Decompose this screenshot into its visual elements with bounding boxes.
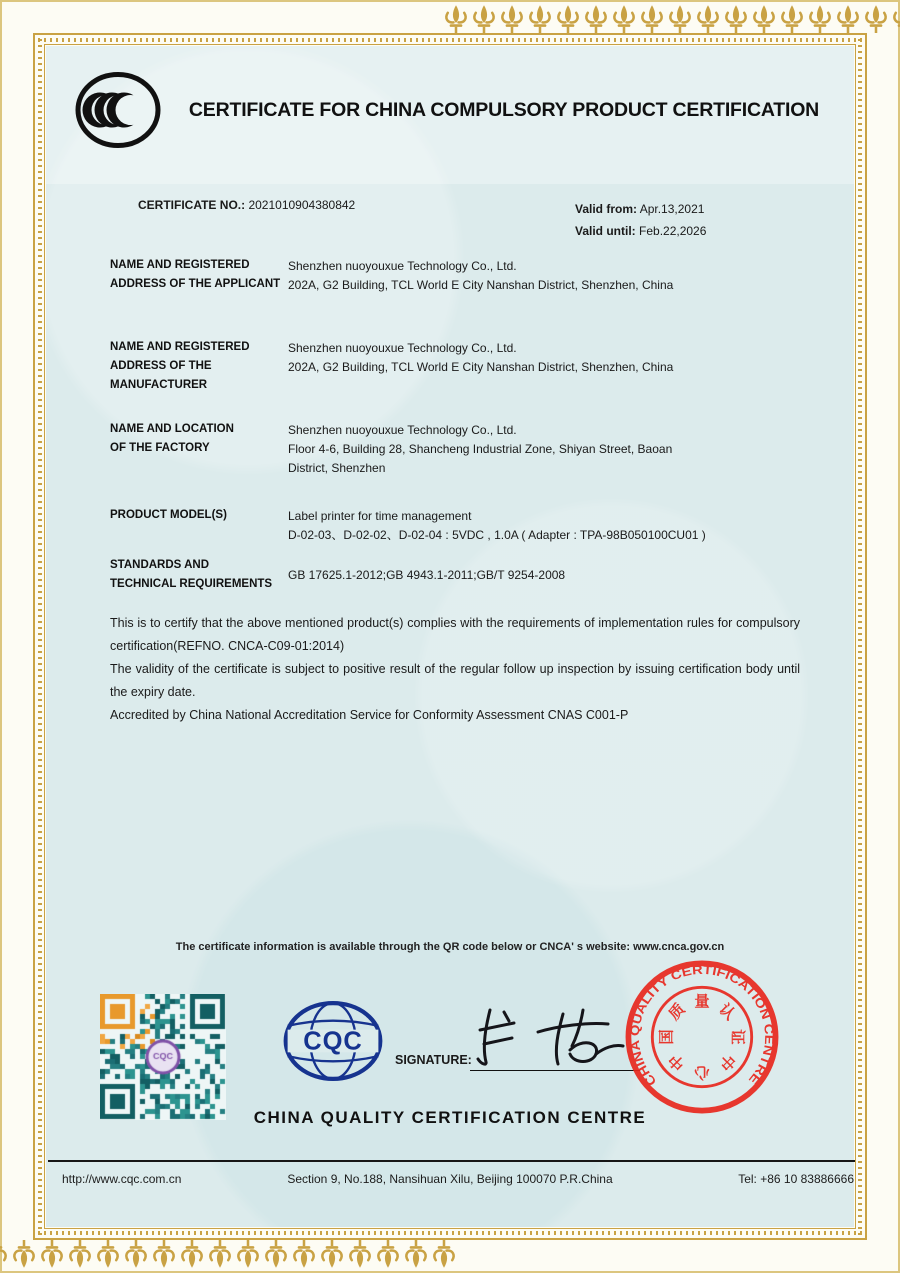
valid-from-label: Valid from: <box>575 202 638 216</box>
fleur-ornament-icon <box>838 5 857 33</box>
field-value: Shenzhen nuoyouxue Technology Co., Ltd. 202A, G2 Building, TCL World E City Nanshan District, Shenzhen, China <box>288 341 674 374</box>
fleur-ornament-icon <box>322 1240 341 1268</box>
qr-code <box>100 994 226 1120</box>
ccc-mark-logo <box>74 70 162 150</box>
cqc-globe-logo <box>281 998 385 1084</box>
field-value: GB 17625.1-2012;GB 4943.1-2011;GB/T 9254-2008 <box>288 568 566 582</box>
footer-website: http://www.cqc.com.cn <box>62 1172 182 1186</box>
signature-label: SIGNATURE: <box>395 1053 472 1067</box>
certification-statements <box>110 612 800 727</box>
fleur-ornament-icon <box>378 1240 397 1268</box>
organization-name: CHINA QUALITY CERTIFICATION CENTRE <box>253 1108 647 1127</box>
stamp-inner-char: 中 <box>715 1050 739 1074</box>
stamp-inner-char: 心 <box>694 1063 710 1081</box>
footer-rule <box>48 1160 855 1162</box>
stamp-inner-char: 认 <box>715 1000 739 1024</box>
fleur-ornament-icon <box>530 5 549 33</box>
certificate-number <box>138 198 355 212</box>
fleur-ornament-icon <box>726 5 745 33</box>
stamp-inner-char: 质 <box>665 1000 689 1024</box>
qr-code-note: The certificate information is available through the QR code below or CNCA' s website: www.cnca.gov.cn <box>175 941 725 953</box>
fleur-ornament-icon <box>266 1240 285 1268</box>
valid-from-value: Apr.13,2021 <box>639 202 705 216</box>
beaded-line <box>38 1231 862 1235</box>
fleur-ornament-icon <box>866 5 885 33</box>
fleur-ornament-icon <box>0 1240 6 1268</box>
stamp-inner-text <box>657 992 746 1081</box>
fleur-ornament-icon <box>614 5 633 33</box>
fleur-ornament-icon <box>698 5 717 33</box>
beaded-line <box>38 38 42 1235</box>
valid-until-label: Valid until: <box>575 224 636 238</box>
fleur-ornament-icon <box>154 1240 173 1268</box>
field-label: PRODUCT MODEL(S) <box>110 509 227 521</box>
fleur-ornament-icon <box>350 1240 369 1268</box>
fleur-ornament-icon <box>210 1240 229 1268</box>
border-ornament-right <box>867 0 900 1273</box>
stamp-inner-char: 证 <box>728 1029 746 1045</box>
field-label: NAME AND REGISTERED ADDRESS OF THE MANUFACTURER <box>110 341 250 391</box>
fleur-ornament-icon <box>42 1240 61 1268</box>
field-value: Shenzhen nuoyouxue Technology Co., Ltd. 202A, G2 Building, TCL World E City Nanshan District, Shenzhen, China <box>288 259 674 292</box>
border-ornament-top <box>0 0 900 33</box>
field-value: Shenzhen nuoyouxue Technology Co., Ltd. Floor 4-6, Building 28, Shancheng Industrial Zone, Shiyan Street, Baoan District, Shenzhen <box>288 423 673 475</box>
fleur-ornament-icon <box>642 5 661 33</box>
stamp-inner-char: 中 <box>665 1050 689 1074</box>
field-label: NAME AND REGISTERED ADDRESS OF THE APPLICANT <box>110 259 281 290</box>
footer-address: Section 9, No.188, Nansihuan Xilu, Beijing 100070 P.R.China <box>287 1172 613 1186</box>
fleur-ornament-icon <box>558 5 577 33</box>
certificate-number-value: 2021010904380842 <box>248 198 356 212</box>
certificate-title: CERTIFICATE FOR CHINA COMPULSORY PRODUCT CERTIFICATION <box>188 99 820 121</box>
fleur-ornament-icon <box>294 1240 313 1268</box>
fleur-ornament-icon <box>70 1240 89 1268</box>
validity-dates <box>575 198 706 242</box>
fleur-ornament-icon <box>126 1240 145 1268</box>
stamp-inner-char: 国 <box>658 1029 676 1045</box>
stamp-inner-char: 量 <box>694 993 710 1011</box>
fleur-ornament-icon <box>446 5 465 33</box>
stamp-outer-text: CHINA QUALITY CERTIFICATION CENTRE <box>627 962 777 1089</box>
fleur-ornament-icon <box>238 1240 257 1268</box>
statement-paragraph: The validity of the certificate is subject to positive result of the regular follow up inspection by issuing certification body until the expiry date. <box>110 662 800 699</box>
fleur-ornament-icon <box>670 5 689 33</box>
statement-paragraph: Accredited by China National Accreditation Service for Conformity Assessment CNAS C001-P <box>110 708 629 722</box>
fleur-ornament-icon <box>98 1240 117 1268</box>
fleur-ornament-icon <box>406 1240 425 1268</box>
signature-line <box>470 1070 640 1071</box>
fleur-ornament-icon <box>474 5 493 33</box>
fleur-ornament-icon <box>810 5 829 33</box>
statement-paragraph: This is to certify that the above mentioned product(s) complies with the requirements of implementation rules for compulsory certification(REFNO. CNCA-C09-01:2014) <box>110 616 800 653</box>
fleur-ornament-icon <box>434 1240 453 1268</box>
fleur-ornament-icon <box>894 5 900 33</box>
field-value: Label printer for time management D-02-03、D-02-02、D-02-04 : 5VDC , 1.0A ( Adapter : TPA-98B050100CU01 ) <box>288 509 706 542</box>
field-label: STANDARDS AND TECHNICAL REQUIREMENTS <box>110 559 273 590</box>
fleur-ornament-icon <box>782 5 801 33</box>
footer-telephone: Tel: +86 10 83886666 <box>738 1172 854 1186</box>
fleur-ornament-icon <box>586 5 605 33</box>
valid-until-row <box>575 220 706 242</box>
valid-from-row <box>575 198 706 220</box>
beaded-line <box>38 38 862 42</box>
fleur-ornament-icon <box>754 5 773 33</box>
valid-until-value: Feb.22,2026 <box>639 224 707 238</box>
beaded-line <box>858 38 862 1235</box>
red-seal-stamp <box>616 951 788 1123</box>
border-ornament-left <box>0 0 33 1273</box>
fleur-ornament-icon <box>502 5 521 33</box>
fleur-ornament-icon <box>14 1240 33 1268</box>
border-ornament-bottom <box>0 1240 900 1273</box>
cqc-logo-text: CQC <box>303 1027 363 1056</box>
certificate-number-label: CERTIFICATE NO.: <box>138 198 246 212</box>
field-label: NAME AND LOCATION OF THE FACTORY <box>110 423 234 454</box>
fleur-ornament-icon <box>182 1240 201 1268</box>
